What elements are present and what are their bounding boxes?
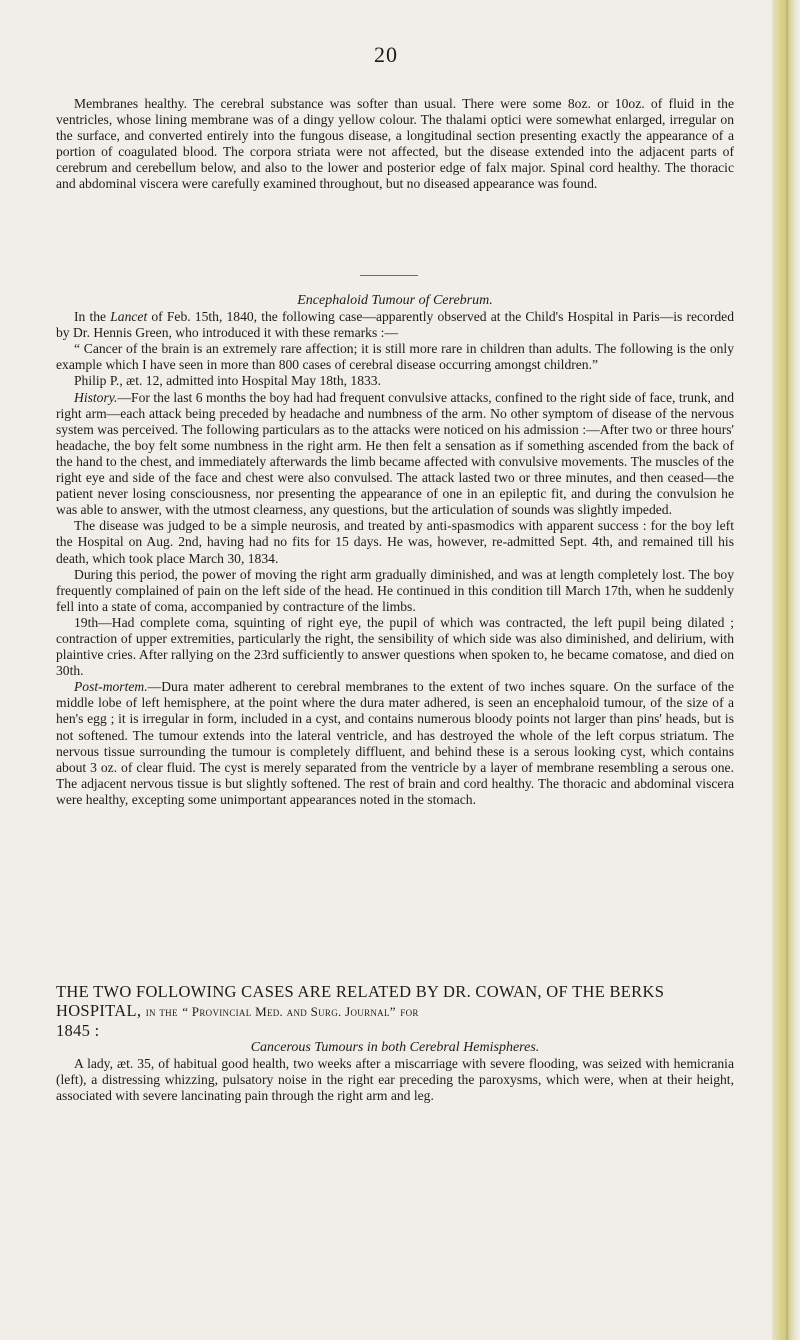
lancet-intro-rest: of Feb. 15th, 1840, the following case—apparently observed at the Child's Hospital in Paris—is recorded by Dr. Hennis Green, who introduced it with these remarks :—: [56, 309, 734, 341]
cowan-case-paragraph: A lady, æt. 35, of habitual good health, two weeks after a miscarriage with severe flooding, was seized with hemicrania (left), a distressing whizzing, pulsatory noise in the right ear preceding the paroxysms, which were, when at their height, associated with severe lancinating pain through the right arm and leg.: [56, 1056, 734, 1104]
section-cowan: [56, 982, 734, 1104]
history-paragraph: [56, 390, 734, 519]
section-title: Encephaloid Tumour of Cerebrum.: [297, 293, 493, 308]
period-paragraph: During this period, the power of moving the right arm gradually diminished, and was at length completely lost. The boy frequently complained of pain on the left side of the head. He continued in this condition till March 17th, when he suddenly fell into a state of coma, accompanied by contracture of the limbs.: [56, 566, 734, 614]
intro-block: [56, 96, 734, 193]
quote-paragraph: “ Cancer of the brain is an extremely rare affection; it is still more rare in children than adults. The following is the only example which I have seen in more than 800 cases of cerebral disease occurring amongst children.”: [56, 341, 734, 373]
patient-line: Philip P., æt. 12, admitted into Hospital May 18th, 1833.: [74, 373, 382, 389]
intro-paragraph: Membranes healthy. The cerebral substance was softer than usual. There were some 8oz. or 10oz. of fluid in the ventricles, whose lining membrane was of a dingy yellow colour. The thalami optici were somewhat enlarged, irregular on the surface, and converted entirely into the fungous disease, a longitudinal section presenting exactly the appearance of a portion of coagulated blood. The corpora striata were not affected, but the disease extended into the adjacent parts of cerebrum and cerebellum below, and also to the lower and posterior edge of falx major. Spinal cord healthy. The thoracic and abdominal viscera were carefully examined throughout, but no diseased appearance was found.: [56, 96, 734, 192]
day19-paragraph: 19th—Had complete coma, squinting of right eye, the pupil of which was contracted, the left pupil being dilated ; contraction of upper extremities, particularly the right, the sensibility of which side was also diminished, and delirium, with plaintive cries. After rallying on the 23rd sufficiently to answer questions when spoken to, he became comatose, and died on 30th.: [56, 614, 734, 679]
page-number: 20: [374, 42, 398, 67]
heading-year: 1845 :: [56, 1021, 100, 1040]
heading-for: for: [400, 1004, 419, 1019]
history-label: History.: [74, 389, 118, 405]
postmortem-label: Post-mortem.: [74, 679, 148, 695]
postmortem-paragraph: [56, 679, 734, 808]
lancet-intro-prefix: In the: [74, 309, 111, 325]
cowan-heading: [56, 982, 734, 1040]
cowan-subtitle: Cancerous Tumours in both Cerebral Hemispheres.: [250, 1040, 540, 1055]
postmortem-text: —Dura mater adherent to cerebral membranes to the extent of two inches square. On the surface of the middle lobe of left hemisphere, at the point where the dura mater adhered, is seen an encephaloid tumour, of the size of a hen's egg ; it is irregular in form, included in a cyst, and contains numerous bloody points not larger than pins' heads, but is not softened. The tumour extends into the lateral ventricle, and has destroyed the whole of the left corpus striatum. The nervous tissue surrounding the tumour is completely diffluent, and behind these is a serous looking cyst, which contains about 3 oz. of clear fluid. The cyst is merely separated from the ventricle by a layer of membrane resembling a serous one. The adjacent nervous tissue is but slightly softened. The rest of brain and cord healthy. The thoracic and abdominal viscera were healthy, excepting some unimportant appearances noted in the stomach.: [56, 679, 734, 807]
lancet-intro: [56, 309, 734, 341]
section-encephaloid: [56, 293, 734, 808]
history-text: —For the last 6 months the boy had had frequent convulsive attacks, confined to the right side of face, trunk, and right arm—each attack being preceded by headache and numbness of the arm. No other symptom of disease of the nervous system was perceived. The following particulars as to the attacks were noticed on his admission :—After two or three hours' headache, the boy felt some numbness in the right arm. He then felt a sensation as if something ascended from the back of the hand to the chest, and immediately afterwards the limb became affected with convulsive movements. The muscles of the right eye and side of the face and chest were also convulsed. The attack lasted two or three minutes, and then ceased—the patient never losing consciousness, nor presenting the appearance of one in an epileptic fit, and during the convulsion he was able to answer, with the utmost clearness, any questions, but the articulation of sounds was slightly impeded.: [56, 389, 734, 518]
heading-in-the: in the: [145, 1004, 178, 1019]
heading-journal: “ Provincial Med. and Surg. Journal”: [182, 1004, 396, 1019]
section-divider: [360, 275, 418, 276]
disease-paragraph: The disease was judged to be a simple neurosis, and treated by anti-spasmodics with apparent success : for the boy left the Hospital on Aug. 2nd, having had no fits for 15 days. He was, however, re-admitted Sept. 4th, and remained till his death, which took place March 30, 1834.: [56, 518, 734, 566]
cowan-heading-main: THE TWO FOLLOWING CASES ARE RELATED BY DR. COWAN, OF THE BERKS HOSPITAL,: [56, 982, 665, 1020]
journal-name: Lancet: [110, 309, 148, 325]
binding-line: [786, 0, 788, 1340]
